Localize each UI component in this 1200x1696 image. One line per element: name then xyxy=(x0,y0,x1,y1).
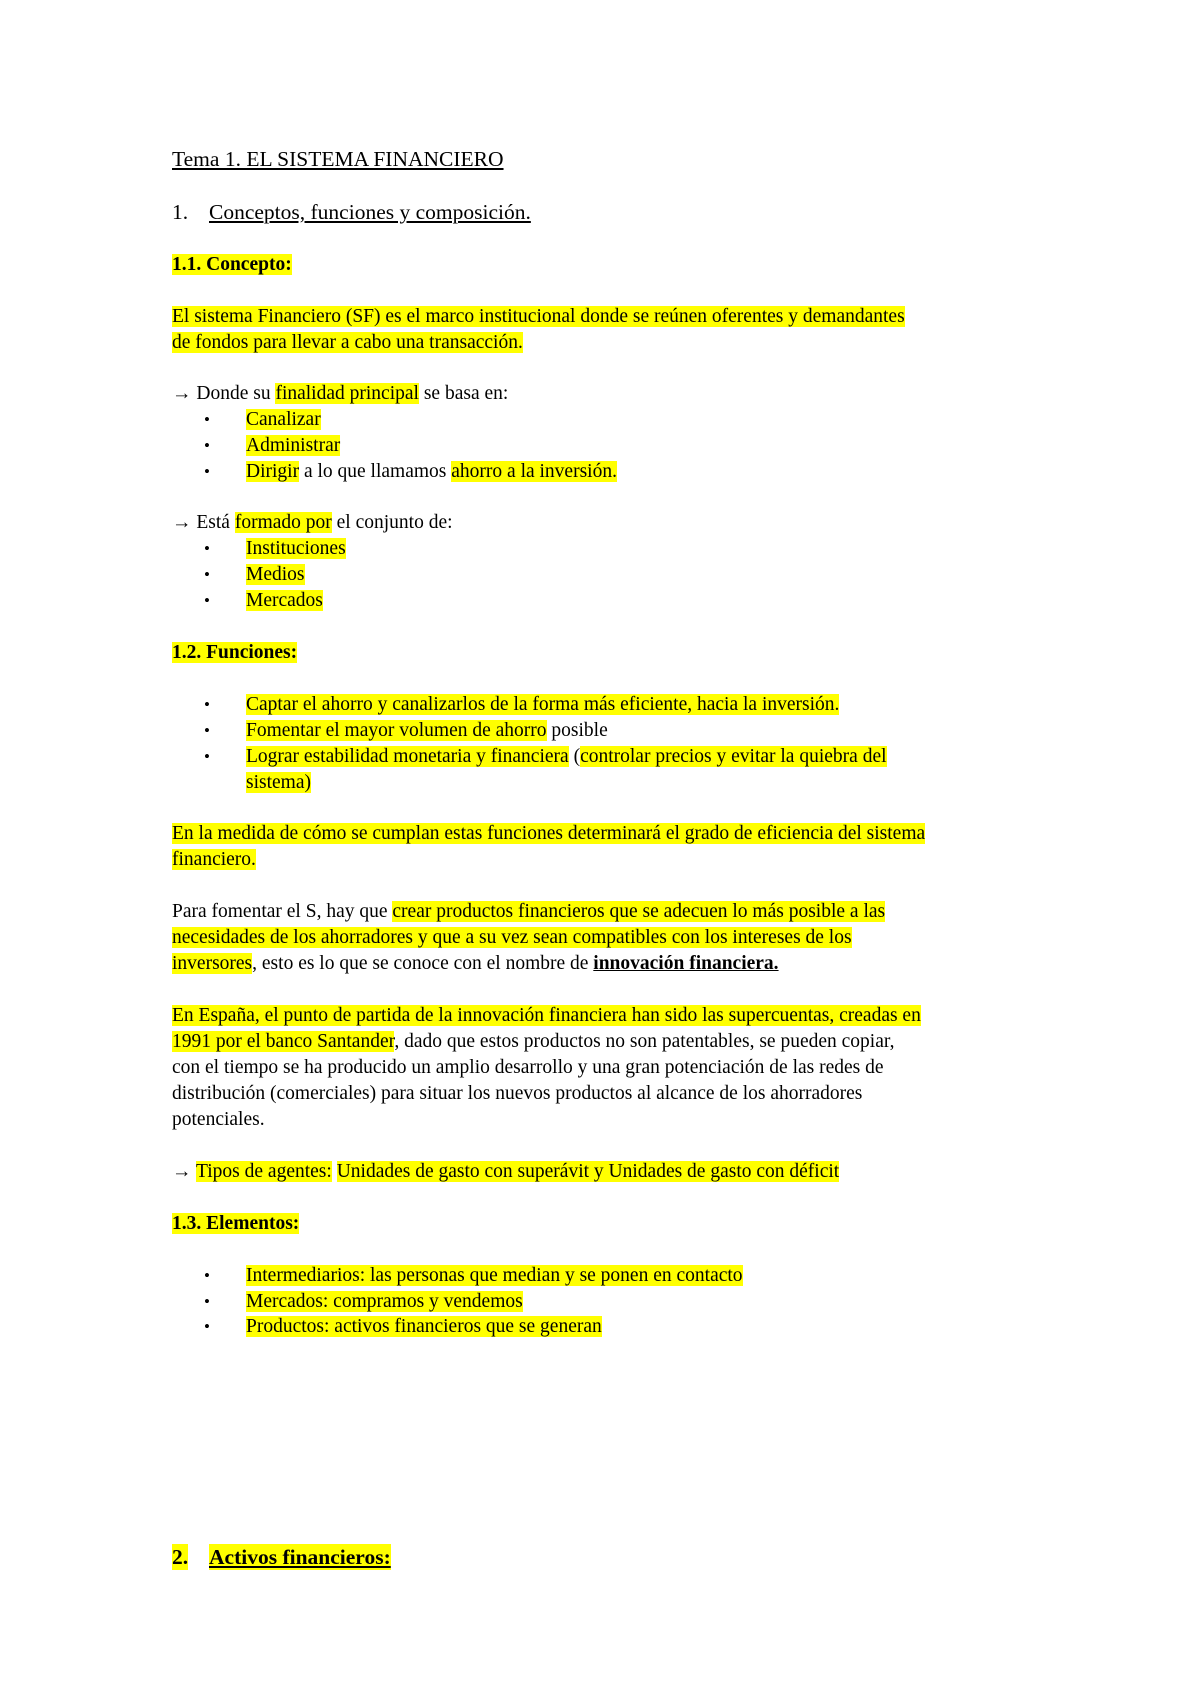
bullet-icon: • xyxy=(204,591,210,610)
list-item: Instituciones xyxy=(246,538,346,559)
innovacion-para-line-1: Para fomentar el S, hay que crear productos financieros que se adecuen lo más posible a las xyxy=(172,901,886,922)
list-item: Canalizar xyxy=(246,409,321,430)
bullet-icon: • xyxy=(204,1317,210,1336)
list-item: Captar el ahorro y canalizarlos de la forma más eficiente, hacia la inversión. xyxy=(246,694,840,715)
bullet-icon: • xyxy=(204,436,210,455)
bullet-icon: • xyxy=(204,410,210,429)
section-1-3-heading: 1.3. Elementos: xyxy=(172,1213,300,1234)
list-item: Intermediarios: las personas que median y se ponen en contacto xyxy=(246,1265,743,1286)
bullet-icon: • xyxy=(204,565,210,584)
list-item: Medios xyxy=(246,564,305,585)
bullet-icon: • xyxy=(204,721,210,740)
concepto-para-line-2: de fondos para llevar a cabo una transacción. xyxy=(172,332,523,353)
arrow-icon: → xyxy=(172,512,192,533)
formado-line: → Está formado por el conjunto de: xyxy=(172,512,453,533)
list-item: Lograr estabilidad monetaria y financiera (controlar precios y evitar la quiebra del xyxy=(246,746,887,767)
concepto-para-line-1: El sistema Financiero (SF) es el marco institucional donde se reúnen oferentes y demandantes xyxy=(172,306,905,327)
list-item: Administrar xyxy=(246,435,341,456)
finalidad-line: → Donde su finalidad principal se basa en: xyxy=(172,383,509,404)
espana-para-line-1: En España, el punto de partida de la innovación financiera han sido las supercuentas, creadas en xyxy=(172,1005,921,1026)
list-item-continuation: sistema) xyxy=(246,772,311,793)
eficiencia-para-line-2: financiero. xyxy=(172,849,256,870)
bullet-icon: • xyxy=(204,1266,210,1285)
bullet-icon: • xyxy=(204,747,210,766)
section-1-1-heading: 1.1. Concepto: xyxy=(172,254,292,275)
document-title: Tema 1. EL SISTEMA FINANCIERO xyxy=(172,147,504,171)
section-1-number: 1. xyxy=(172,200,189,224)
bullet-icon: • xyxy=(204,539,210,558)
bullet-icon: • xyxy=(204,462,210,481)
espana-para-line-5: potenciales. xyxy=(172,1109,265,1130)
bullet-icon: • xyxy=(204,695,210,714)
espana-para-line-4: distribución (comerciales) para situar los nuevos productos al alcance de los ahorradores xyxy=(172,1083,863,1104)
section-1-2-heading: 1.2. Funciones: xyxy=(172,642,298,663)
espana-para-line-2: 1991 por el banco Santander, dado que estos productos no son patentables, se pueden copiar, xyxy=(172,1031,895,1052)
list-item: Productos: activos financieros que se generan xyxy=(246,1316,602,1337)
section-1-title: Conceptos, funciones y composición. xyxy=(209,200,531,224)
arrow-icon: → xyxy=(172,1161,192,1182)
espana-para-line-3: con el tiempo se ha producido un amplio desarrollo y una gran potenciación de las redes de xyxy=(172,1057,884,1078)
eficiencia-para-line-1: En la medida de cómo se cumplan estas funciones determinará el grado de eficiencia del sistema xyxy=(172,823,926,844)
tipos-agentes-line: → Tipos de agentes: Unidades de gasto con superávit y Unidades de gasto con déficit xyxy=(172,1161,840,1182)
list-item: Mercados xyxy=(246,590,323,611)
list-item: Dirigir a lo que llamamos ahorro a la inversión. xyxy=(246,461,617,482)
list-item: Fomentar el mayor volumen de ahorro posible xyxy=(246,720,608,741)
arrow-icon: → xyxy=(172,383,192,404)
list-item: Mercados: compramos y vendemos xyxy=(246,1291,523,1312)
bullet-icon: • xyxy=(204,1292,210,1311)
section-2-number: 2. xyxy=(172,1545,189,1569)
section-2-title: Activos financieros: xyxy=(209,1545,391,1569)
innovacion-para-line-2: necesidades de los ahorradores y que a su vez sean compatibles con los intereses de los xyxy=(172,927,852,948)
innovacion-para-line-3: inversores, esto es lo que se conoce con el nombre de innovación financiera. xyxy=(172,953,779,974)
